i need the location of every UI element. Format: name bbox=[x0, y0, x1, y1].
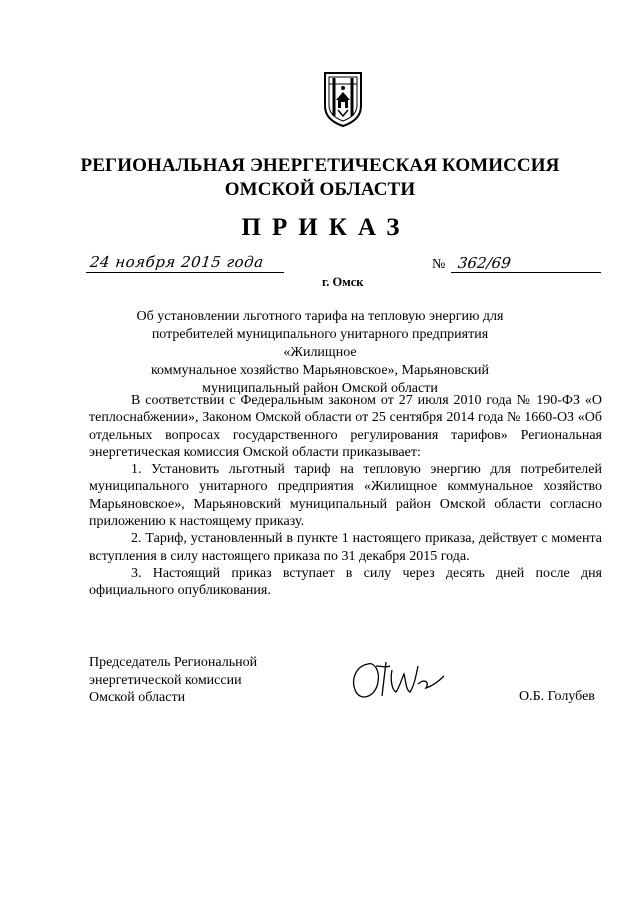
subject-line: муниципальный район Омской области bbox=[202, 381, 438, 396]
signer-title bbox=[89, 654, 257, 707]
order-item-2: 2. Тариф, установленный в пункте 1 настоящего приказа, действует с момента вступления в силу настоящего приказа по 31 декабря 2015 года. bbox=[89, 531, 602, 564]
document-type: ПРИКАЗ bbox=[241, 214, 411, 241]
signer-title-line: Председатель Региональной bbox=[89, 655, 258, 670]
preamble-paragraph: В соответствии с Федеральным законом от 27 июля 2010 года № 190-ФЗ «О теплоснабжении», Законом Омской области от 25 сентября 2014 года № 1660-ОЗ «Об отдельных вопросах государственного регулирования тарифов» Региональная энергетическая комиссия Омской области приказывает: bbox=[89, 393, 602, 460]
handwritten-date: 24 ноября 2015 года bbox=[89, 253, 265, 271]
signer-name: О.Б. Голубев bbox=[519, 689, 595, 704]
signer-title-line: энергетической комиссии bbox=[89, 672, 242, 688]
handwritten-signature-icon bbox=[346, 656, 456, 704]
subject-line: потребителей муниципального унитарного предприятия «Жилищное bbox=[151, 327, 489, 360]
number-label: № bbox=[432, 257, 446, 272]
document-subject bbox=[120, 308, 520, 398]
coat-of-arms-icon bbox=[322, 70, 364, 128]
order-item-3: 3. Настоящий приказ вступает в силу через десять дней после дня официального опубликования. bbox=[89, 565, 602, 599]
number-underline bbox=[451, 272, 601, 273]
order-item-1: 1. Установить льготный тариф на тепловую энергию для потребителей муниципального унитарного предприятия «Жилищное коммунальное хозяйство Марьяновское», Марьяновский муниципальный район Омской области согласно приложению к настоящему приказу. bbox=[89, 462, 602, 530]
subject-line: коммунальное хозяйство Марьяновское», Марьяновский bbox=[150, 363, 490, 378]
document-city: г. Омск bbox=[322, 275, 364, 289]
document-number: 362/69 bbox=[457, 254, 512, 272]
organization-name: РЕГИОНАЛЬНАЯ ЭНЕРГЕТИЧЕСКАЯ КОМИССИЯ bbox=[80, 155, 560, 176]
signer-title-line: Омской области bbox=[89, 690, 186, 705]
organization-region: ОМСКОЙ ОБЛАСТИ bbox=[224, 179, 416, 200]
document-date bbox=[86, 253, 282, 277]
date-underline bbox=[86, 272, 284, 273]
subject-line: Об установлении льготного тарифа на тепловую энергию для bbox=[136, 309, 504, 324]
document-body bbox=[89, 392, 602, 600]
